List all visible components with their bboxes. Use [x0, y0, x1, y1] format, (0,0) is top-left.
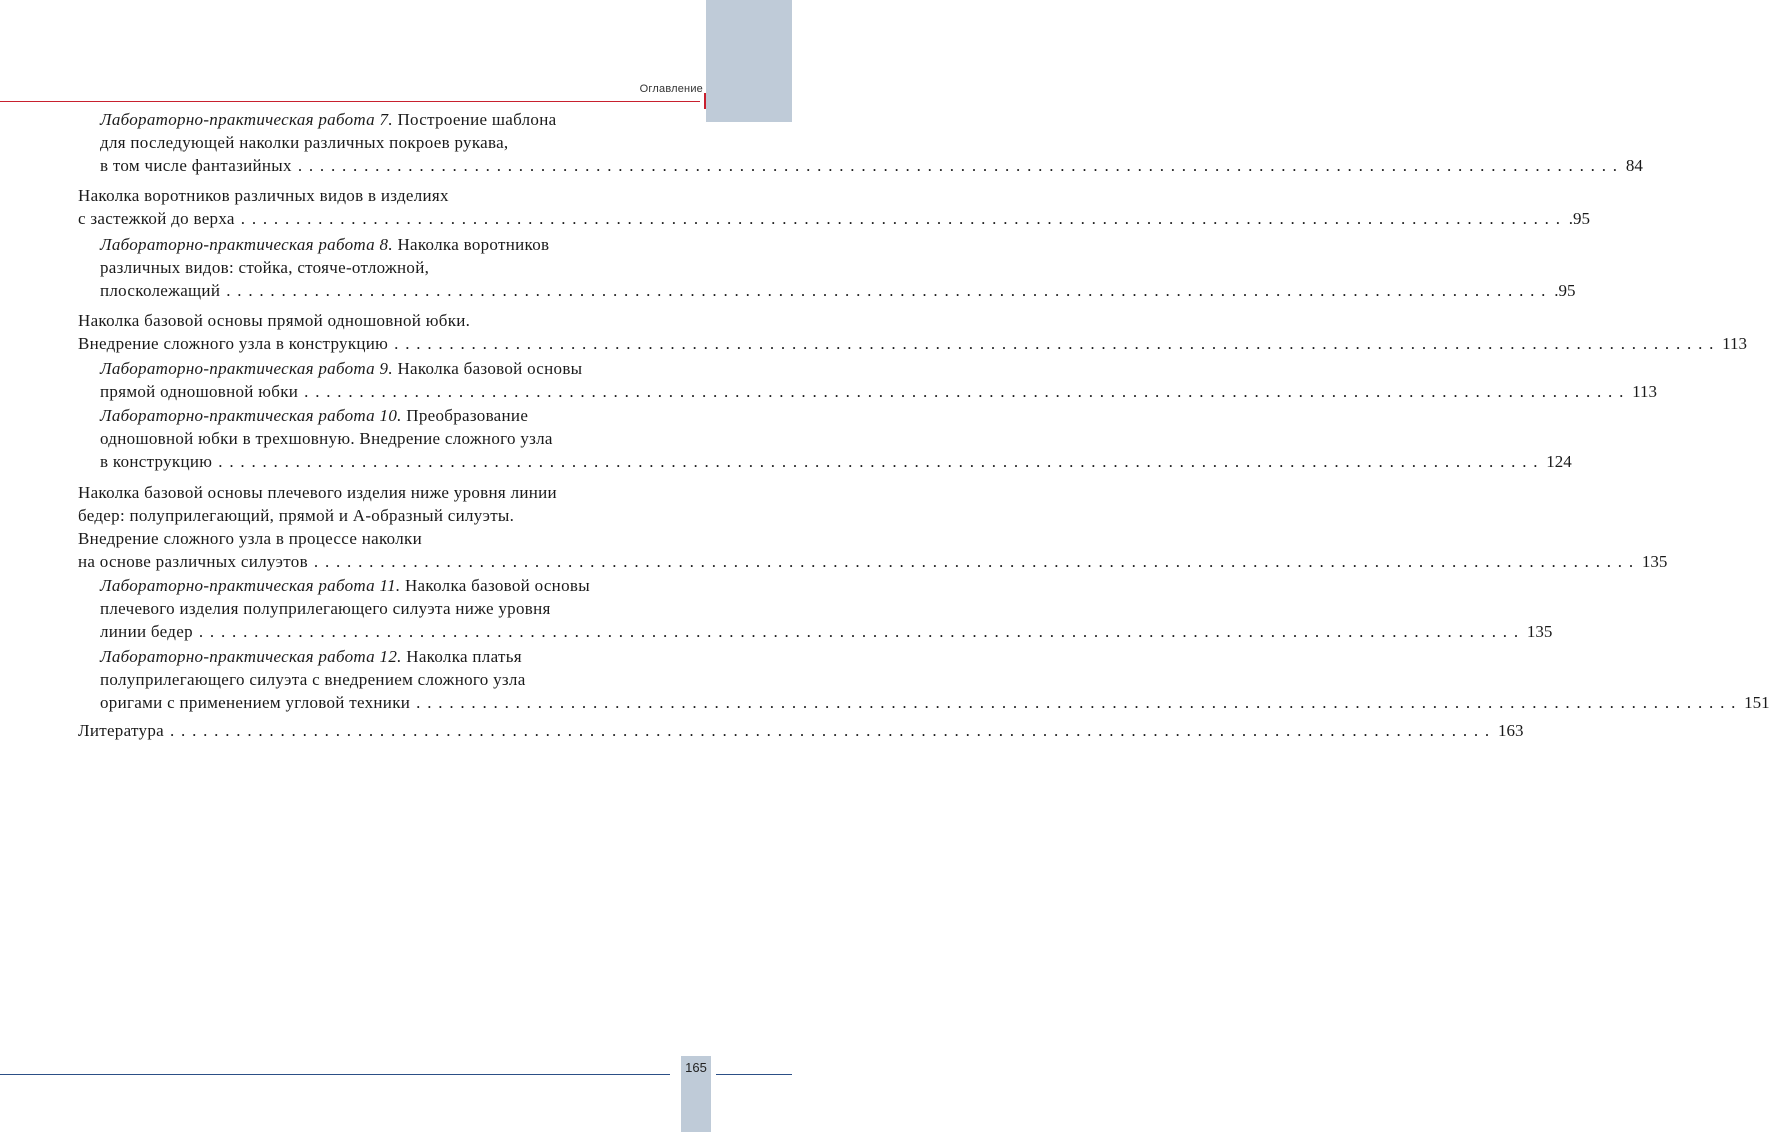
- page-number: 165: [685, 1060, 707, 1075]
- toc-entry-lab: [100, 645, 1770, 714]
- toc-entry-text: в конструкцию: [100, 452, 213, 471]
- dot-leader: ........................................................................................................................: [416, 693, 1743, 712]
- toc-entry-line: [100, 645, 702, 668]
- toc-entry-text: плечевого изделия полуприлегающего силуэта ниже уровня: [100, 599, 551, 618]
- lab-work-label: Лабораторно-практическая работа 8.: [100, 235, 393, 254]
- header-rule-tick: [704, 93, 706, 109]
- header-rule: [0, 101, 700, 102]
- dot-leader: ........................................................................................................................: [198, 622, 1525, 641]
- footer-rule-right: [716, 1074, 792, 1075]
- toc-entry-text: Наколка базовой основы: [392, 359, 583, 378]
- toc-entry-line: [100, 233, 702, 256]
- toc-entry-leader-line: [100, 380, 1658, 403]
- toc-entry-line: [78, 481, 702, 504]
- toc-entry-text: в том числе фантазийных: [100, 156, 292, 175]
- toc-entry-line: [100, 404, 702, 427]
- toc-entry-text: линии бедер: [100, 622, 193, 641]
- toc-page-number: 124: [1546, 452, 1572, 471]
- toc-entry-leader-line: [100, 620, 1553, 643]
- lab-work-label: Лабораторно-практическая работа 9.: [100, 359, 393, 378]
- toc-entry-leader-line: [100, 279, 1576, 302]
- toc-entry-line: [100, 668, 702, 691]
- toc-entry-text: на основе различных силуэтов: [78, 552, 308, 571]
- toc-entry-text: различных видов: стойка, стояче-отложной,: [100, 258, 430, 277]
- toc-entry-section: [78, 481, 1668, 573]
- toc-entry-text: Наколка платья: [401, 647, 522, 666]
- toc-entry-leader-line: [100, 154, 1643, 177]
- lab-work-label: Лабораторно-практическая работа 7.: [100, 110, 393, 129]
- toc-entry-line: [100, 108, 702, 131]
- toc-page-number: 113: [1722, 334, 1748, 353]
- corner-tab-block: [706, 0, 792, 122]
- toc-entry-text: плосколежащий: [100, 281, 221, 300]
- toc-entry-section: [78, 719, 1524, 742]
- toc-entry-text: одношовной юбки в трехшовную. Внедрение сложного узла: [100, 429, 553, 448]
- toc-page-number: .95: [1554, 281, 1576, 300]
- toc-entry-lab: [100, 574, 1553, 643]
- toc-entry-lab: [100, 108, 1643, 177]
- toc-entry-text: Наколка базовой основы плечевого изделия ниже уровня линии: [78, 483, 557, 502]
- toc-entry-text: с застежкой до верха: [78, 209, 235, 228]
- toc-entry-text: бедер: полуприлегающий, прямой и А-образный силуэты.: [78, 506, 515, 525]
- toc-entry-leader-line: [78, 207, 1591, 230]
- toc-entry-section: [78, 184, 1591, 230]
- toc-entry-lab: [100, 404, 1572, 473]
- dot-leader: ........................................................................................................................: [297, 156, 1624, 175]
- toc-entry-text: Наколка воротников различных видов в изделиях: [78, 186, 449, 205]
- dot-leader: ........................................................................................................................: [240, 209, 1567, 228]
- toc-page-number: 84: [1625, 156, 1643, 175]
- toc-page-number: 151: [1744, 693, 1770, 712]
- dot-leader: ........................................................................................................................: [304, 382, 1631, 401]
- dot-leader: ........................................................................................................................: [313, 552, 1640, 571]
- toc-entry-line: [78, 527, 702, 550]
- toc-entry-text: Наколка базовой основы прямой одношовной юбки.: [78, 311, 471, 330]
- toc-entry-line: [78, 504, 702, 527]
- lab-work-label: Лабораторно-практическая работа 10.: [100, 406, 402, 425]
- toc-entry-line: [100, 256, 702, 279]
- toc-entry-leader-line: [100, 691, 1770, 714]
- toc-entry-text: Литература: [78, 721, 164, 740]
- toc-entry-text: Внедрение сложного узла в конструкцию: [78, 334, 389, 353]
- toc-entry-text: Наколка воротников: [392, 235, 550, 254]
- toc-entry-text: для последующей наколки различных покроев рукава,: [100, 133, 509, 152]
- toc-page-number: 135: [1641, 552, 1668, 571]
- toc-page-number: .95: [1568, 209, 1591, 228]
- toc-entry-leader-line: [78, 719, 1524, 742]
- toc-entry-leader-line: [78, 550, 1668, 573]
- toc-entry-text: оригами с применением угловой техники: [100, 693, 411, 712]
- toc-entry-line: [100, 597, 702, 620]
- toc-entry-text: прямой одношовной юбки: [100, 382, 299, 401]
- toc-entry-text: Построение шаблона: [392, 110, 557, 129]
- toc-entry-line: [100, 357, 702, 380]
- toc-entry-leader-line: [100, 450, 1572, 473]
- toc-entry-line: [78, 309, 702, 332]
- dot-leader: ........................................................................................................................: [226, 281, 1553, 300]
- toc-entry-lab: [100, 233, 1576, 302]
- running-header: Оглавление: [639, 83, 703, 95]
- toc-entry-line: [78, 184, 702, 207]
- toc-entry-lab: [100, 357, 1658, 403]
- toc-entry-line: [100, 427, 702, 450]
- toc-page-number: 113: [1632, 382, 1658, 401]
- toc-entry-text: Наколка базовой основы: [400, 576, 590, 595]
- toc-entry-line: [100, 574, 702, 597]
- toc-entry-text: Преобразование: [401, 406, 529, 425]
- toc-entry-section: [78, 309, 1748, 355]
- toc-entry-text: полуприлегающего силуэта с внедрением сложного узла: [100, 670, 526, 689]
- dot-leader: ........................................................................................................................: [394, 334, 1721, 353]
- toc-page-number: 135: [1526, 622, 1553, 641]
- toc-entry-line: [100, 131, 702, 154]
- footer-rule-left: [0, 1074, 670, 1075]
- dot-leader: ........................................................................................................................: [169, 721, 1496, 740]
- toc-entry-leader-line: [78, 332, 1748, 355]
- lab-work-label: Лабораторно-практическая работа 12.: [100, 647, 402, 666]
- dot-leader: ........................................................................................................................: [218, 452, 1545, 471]
- toc-entry-text: Внедрение сложного узла в процессе наколки: [78, 529, 422, 548]
- toc-page-number: 163: [1497, 721, 1524, 740]
- lab-work-label: Лабораторно-практическая работа 11.: [100, 576, 401, 595]
